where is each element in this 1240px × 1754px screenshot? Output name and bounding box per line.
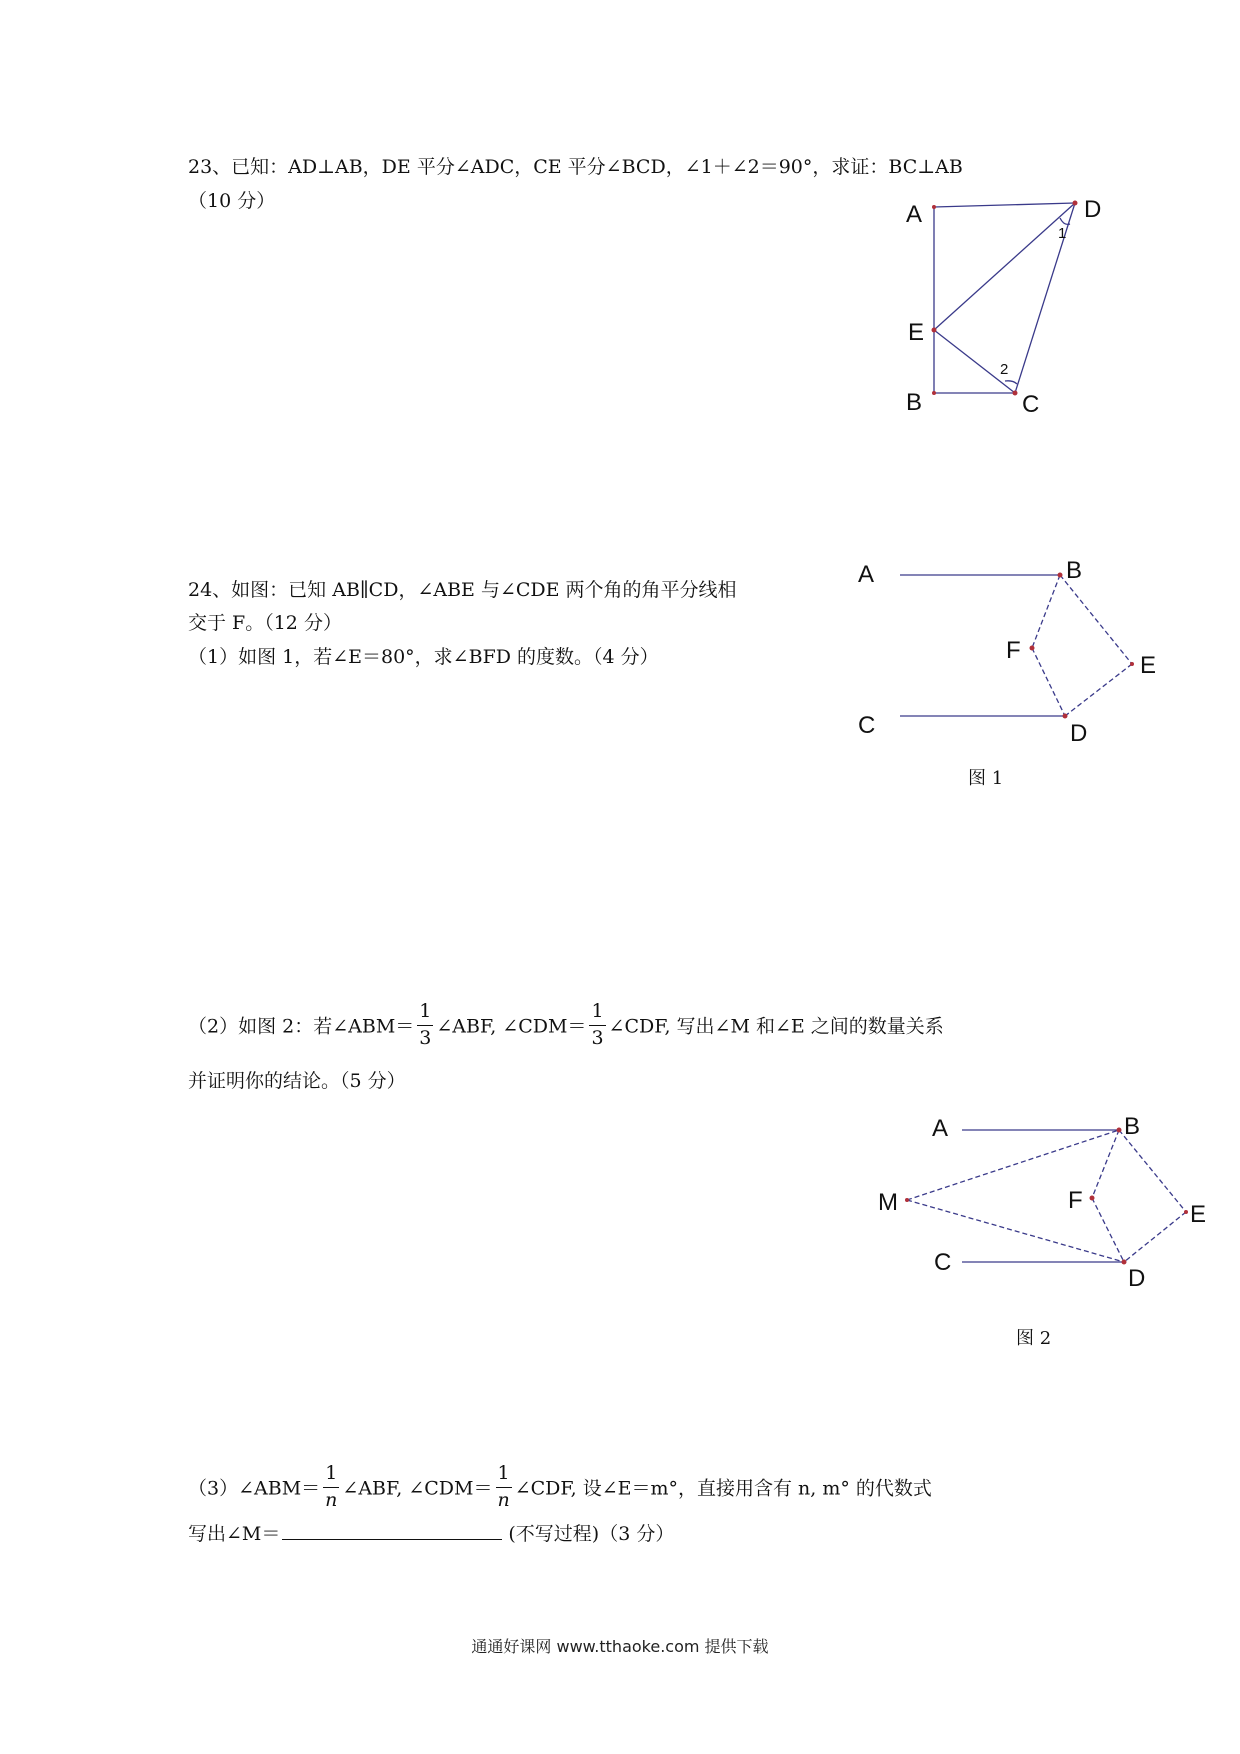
label-b: B [906, 389, 923, 416]
label-d: D [1128, 1265, 1146, 1292]
label-a: A [858, 561, 875, 588]
segment-fd [1032, 648, 1065, 716]
q24-part2-middle: ∠ABF, ∠CDM＝ [436, 1015, 587, 1038]
fig1-caption: 图 1 [968, 768, 1004, 789]
fig2-figure [907, 1130, 1186, 1262]
q24-part3-prefix: （3）∠ABM＝ [188, 1477, 321, 1500]
segment-be [1119, 1130, 1186, 1212]
fraction-numerator: 1 [589, 1002, 605, 1026]
q24-line2: 交于 F。（12 分） [188, 612, 342, 634]
point-m [905, 1198, 909, 1202]
q24-part2-prefix: （2）如图 2：若∠ABM＝ [188, 1015, 415, 1038]
fraction-denominator: 3 [591, 1026, 604, 1049]
segment-be [1060, 575, 1132, 664]
point-e [1130, 662, 1134, 666]
segment-bf [1092, 1130, 1119, 1198]
label-d: D [1084, 196, 1102, 223]
label-b: B [1066, 557, 1083, 584]
point-c [1013, 391, 1018, 396]
label-angle-1: 1 [1058, 225, 1067, 242]
label-e: E [1140, 652, 1157, 679]
fraction-numerator: 1 [417, 1002, 433, 1026]
label-m: M [878, 1189, 898, 1216]
point-d [1063, 714, 1068, 719]
q24-part2-line2: 并证明你的结论。（5 分） [188, 1070, 406, 1092]
point-d [1073, 201, 1078, 206]
point-b [1058, 573, 1063, 578]
q24-line1: 24、如图：已知 AB∥CD，∠ABE 与∠CDE 两个角的角平分线相 [188, 579, 737, 601]
label-c: C [1022, 391, 1040, 418]
segment-ad [934, 203, 1075, 207]
q24-part3-line2-suffix: (不写过程)（3 分） [508, 1523, 675, 1545]
q24-part2-suffix: ∠CDF, 写出∠M 和∠E 之间的数量关系 [608, 1015, 944, 1038]
angle-2-arc [1005, 381, 1017, 384]
point-e [1184, 1210, 1188, 1214]
page-footer: 通通好课网 www.tthaoke.com 提供下载 [471, 1637, 769, 1656]
fraction-denominator: 3 [419, 1026, 432, 1049]
fraction-numerator: 1 [496, 1464, 512, 1488]
point-b [1117, 1128, 1122, 1133]
fraction-numerator: 1 [323, 1464, 339, 1488]
label-e: E [908, 319, 925, 346]
point-f [1030, 646, 1035, 651]
segment-ed [1065, 664, 1132, 716]
segment-bf [1032, 575, 1060, 648]
point-d [1122, 1260, 1127, 1265]
q24-part1: （1）如图 1，若∠E＝80°，求∠BFD 的度数。（4 分） [188, 646, 659, 668]
label-angle-2: 2 [1000, 361, 1009, 378]
fraction-denominator: n [325, 1488, 338, 1511]
fig2-caption: 图 2 [1016, 1328, 1052, 1349]
label-e: E [1190, 1201, 1207, 1228]
q23-line1: 23、已知：AD⊥AB，DE 平分∠ADC，CE 平分∠BCD，∠1＋∠2＝90°，求证：BC⊥AB [188, 156, 963, 178]
label-f: F [1006, 637, 1021, 664]
segment-ed [1124, 1212, 1186, 1262]
label-a: A [906, 201, 923, 228]
segment-ed [934, 203, 1075, 330]
segment-fd [1092, 1198, 1124, 1262]
point-f [1090, 1196, 1095, 1201]
label-c: C [858, 712, 876, 739]
q23-line2: （10 分） [188, 190, 276, 212]
label-c: C [934, 1249, 952, 1276]
q24-part3-middle: ∠ABF, ∠CDM＝ [342, 1477, 493, 1500]
point-b [932, 391, 936, 395]
fraction-denominator: n [497, 1488, 510, 1511]
q24-part3-line2-prefix: 写出∠M＝ [188, 1523, 281, 1545]
label-b: B [1124, 1113, 1141, 1140]
point-e [932, 328, 937, 333]
q24-part3-suffix: ∠CDF, 设∠E＝m°，直接用含有 n, m° 的代数式 [514, 1477, 932, 1500]
label-a: A [932, 1115, 949, 1142]
label-d: D [1070, 720, 1088, 747]
label-f: F [1068, 1187, 1083, 1214]
point-a [932, 205, 936, 209]
